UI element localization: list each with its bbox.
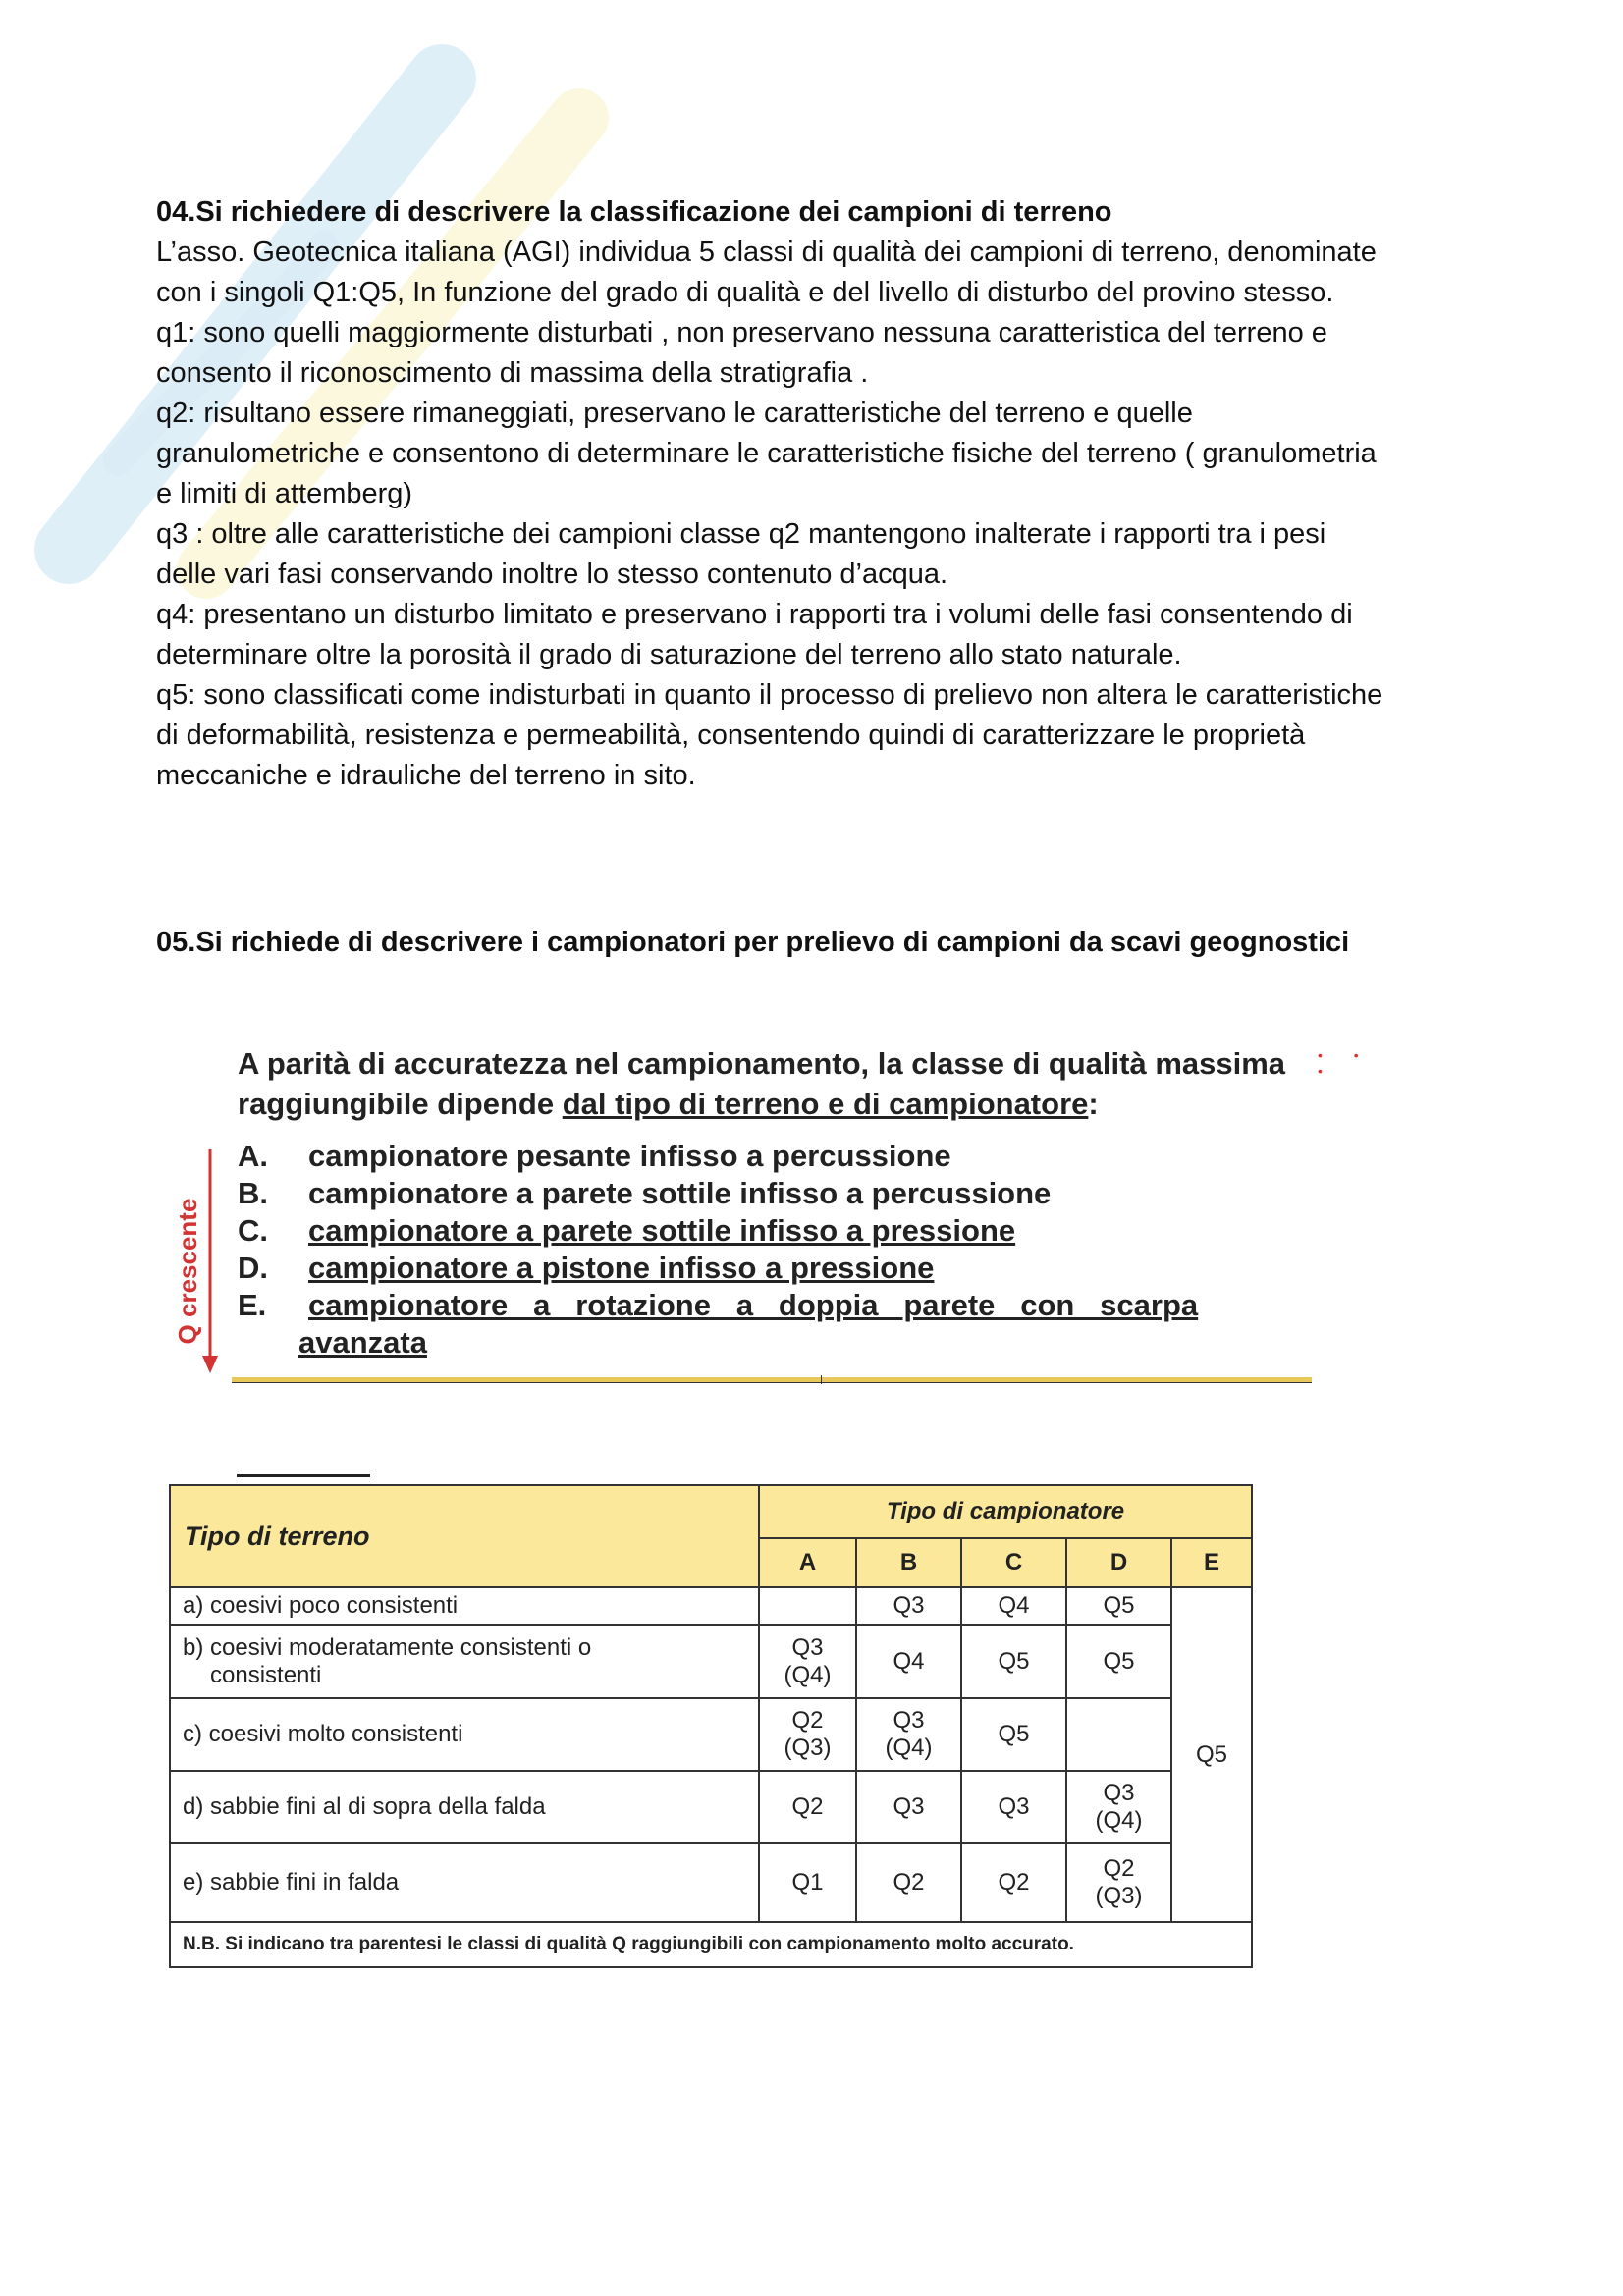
quality-cell	[856, 1587, 961, 1625]
quality-cell	[759, 1771, 856, 1843]
cell-line: Q3	[893, 1592, 925, 1619]
section-04-line: granulometriche e consentono di determinare le caratteristiche fisiche del terreno ( granulometria	[156, 438, 1377, 469]
sampler-item	[238, 1138, 1198, 1175]
figure-intro-line2-end: :	[1088, 1087, 1099, 1121]
cell-line: (Q3)	[784, 1735, 832, 1761]
sampler-item	[238, 1175, 1198, 1212]
quality-cell	[961, 1625, 1066, 1698]
section-04-line: consento il riconoscimento di massima della stratigrafia .	[156, 357, 869, 389]
quality-table	[169, 1484, 1253, 1968]
cell-line: Q4	[998, 1592, 1030, 1619]
cell-line: (Q4)	[885, 1735, 933, 1761]
column-header: A	[759, 1538, 856, 1587]
quality-cell	[961, 1771, 1066, 1843]
quality-cell	[1066, 1698, 1171, 1771]
column-header: C	[961, 1538, 1066, 1587]
section-04-line: delle vari fasi conservando inoltre lo stesso contenuto d’acqua.	[156, 559, 948, 590]
section-04-line: con i singoli Q1:Q5, In funzione del grado di qualità e del livello di disturbo del provino stesso.	[156, 277, 1334, 308]
quality-cell	[759, 1587, 856, 1625]
section-04-body	[156, 233, 1491, 796]
cell-line: Q2	[791, 1707, 824, 1734]
cell-line: Q2	[791, 1793, 824, 1820]
table-row	[170, 1843, 1252, 1922]
sampler-item-letter: E.	[238, 1288, 267, 1322]
cell-line: Q3	[1103, 1780, 1135, 1806]
cell-line: Q3	[893, 1707, 925, 1734]
cell-line: Q2	[998, 1869, 1030, 1896]
cell-line: Q2	[1103, 1855, 1135, 1882]
cell-line: a) coesivi poco consistenti	[183, 1592, 459, 1619]
sampler-item-letter: B.	[238, 1176, 268, 1210]
section-04-line: di deformabilità, resistenza e permeabilità, consentendo quindi di caratterizzare le proprietà	[156, 720, 1306, 751]
section-04-line: q4: presentano un disturbo limitato e preservano i rapporti tra i volumi delle fasi consentendo di	[156, 599, 1353, 630]
sampler-figure	[167, 1036, 1375, 1389]
figure-intro	[238, 1043, 1285, 1124]
table-row	[170, 1771, 1252, 1843]
quality-cell	[1066, 1771, 1171, 1843]
figure-intro-line1: A parità di accuratezza nel campionamento, la classe di qualità massima	[238, 1046, 1286, 1081]
sampler-list	[238, 1138, 1198, 1362]
cell-line: d) sabbie fini al di sopra della falda	[183, 1793, 546, 1820]
cell-line: b) coesivi moderatamente consistenti o	[183, 1633, 592, 1661]
section-04-line: q5: sono classificati come indisturbati in quanto il processo di prelievo non altera le caratteristiche	[156, 679, 1383, 711]
column-header: B	[856, 1538, 961, 1587]
table-row	[170, 1625, 1252, 1698]
cell-line: e) sabbie fini in falda	[183, 1869, 400, 1896]
section-04-line: q1: sono quelli maggiormente disturbati , non preservano nessuna caratteristica del terreno e	[156, 317, 1327, 348]
quality-cell	[856, 1771, 961, 1843]
cell-line: Q5	[1103, 1592, 1135, 1619]
section-04-line: e limiti di attemberg)	[156, 478, 413, 509]
table-top-rule	[237, 1474, 370, 1477]
cell-line: c) coesivi molto consistenti	[183, 1721, 463, 1747]
cell-line: Q3	[998, 1793, 1030, 1820]
q-crescente-label: Q crescente	[173, 1198, 202, 1345]
terrain-label	[170, 1771, 759, 1843]
quality-cell	[961, 1843, 1066, 1922]
cell-line: Q3	[791, 1633, 824, 1661]
sampler-item	[238, 1212, 1198, 1250]
table-note: N.B. Si indicano tra parentesi le classi di qualità Q raggiungibili con campionamento molto accurato.	[170, 1922, 1252, 1967]
cell-line: Q5	[998, 1721, 1030, 1747]
terrain-label	[170, 1587, 759, 1625]
section-04-line: meccaniche e idrauliche del terreno in sito.	[156, 760, 696, 791]
section-04-line: L’asso. Geotecnica italiana (AGI) individua 5 classi di qualità dei campioni di terreno, denominate	[156, 237, 1377, 268]
cell-line: Q5	[1103, 1647, 1135, 1675]
cell-line: (Q3)	[1095, 1883, 1143, 1909]
terrain-label	[170, 1625, 759, 1698]
figure-intro-line2-underlined: dal tipo di terreno e di campionatore	[562, 1087, 1089, 1121]
sampler-item	[238, 1287, 1198, 1324]
q-crescente-arrow	[173, 1144, 222, 1399]
quality-cell	[961, 1587, 1066, 1625]
sampler-item	[238, 1250, 1198, 1287]
terrain-label	[170, 1698, 759, 1771]
table-row	[170, 1587, 1252, 1625]
column-header: E	[1171, 1538, 1252, 1587]
quality-cell	[1066, 1587, 1171, 1625]
table-row	[170, 1698, 1252, 1771]
figure-intro-line2-plain: raggiungibile dipende	[238, 1087, 563, 1121]
quality-cell	[759, 1843, 856, 1922]
cell-line: Q5	[998, 1647, 1030, 1675]
column-header: D	[1066, 1538, 1171, 1587]
section-04	[156, 192, 1491, 796]
quality-cell	[759, 1625, 856, 1698]
quality-cell	[961, 1698, 1066, 1771]
quality-cell	[759, 1698, 856, 1771]
sampler-item-text: campionatore a rotazione a doppia parete con scarpa	[308, 1288, 1199, 1322]
section-04-line: determinare oltre la porosità il grado di saturazione del terreno allo stato naturale.	[156, 639, 1182, 670]
header-sampler: Tipo di campionatore	[759, 1485, 1252, 1538]
figure-rule	[232, 1377, 1312, 1383]
section-04-title: 04.Si richiedere di descrivere la classificazione dei campioni di terreno	[156, 196, 1112, 228]
sampler-item-text: campionatore a parete sottile infisso a percussione	[308, 1176, 1052, 1210]
quality-cell	[856, 1625, 961, 1698]
section-04-line: q2: risultano essere rimaneggiati, preservano le caratteristiche del terreno e quelle	[156, 398, 1193, 429]
figure-intro-line2	[238, 1084, 1285, 1124]
cell-line: consistenti	[210, 1661, 322, 1688]
cell-line: (Q4)	[1095, 1807, 1143, 1834]
quality-cell	[1066, 1625, 1171, 1698]
section-05-title: 05.Si richiede di descrivere i campionatori per prelievo di campioni da scavi geognostici	[156, 927, 1350, 958]
cell-line: (Q4)	[784, 1661, 832, 1688]
sampler-item-letter: A.	[238, 1139, 268, 1173]
quality-cell	[856, 1843, 961, 1922]
cell-line: Q3	[893, 1793, 925, 1820]
sampler-item-letter: C.	[238, 1213, 268, 1248]
cell-line: Q1	[791, 1869, 824, 1896]
quality-cell	[856, 1698, 961, 1771]
sampler-item-e-continuation: avanzata	[298, 1325, 427, 1360]
header-terrain: Tipo di terreno	[170, 1485, 759, 1587]
sampler-item-text: campionatore a parete sottile infisso a pressione	[308, 1213, 1016, 1248]
cell-line: Q4	[893, 1647, 925, 1675]
quality-cell	[1066, 1843, 1171, 1922]
sampler-item-text: campionatore pesante infisso a percussione	[308, 1139, 951, 1173]
section-04-line: q3 : oltre alle caratteristiche dei campioni classe q2 mantengono inalterate i rapporti tra i pesi	[156, 518, 1326, 550]
cell-line: Q2	[893, 1869, 925, 1896]
decorative-dots: • • •	[1318, 1047, 1373, 1079]
sampler-item-text: campionatore a pistone infisso a pressione	[308, 1251, 935, 1285]
sampler-item-letter: D.	[238, 1251, 268, 1285]
terrain-label	[170, 1843, 759, 1922]
column-e-merged: Q5	[1171, 1587, 1252, 1922]
